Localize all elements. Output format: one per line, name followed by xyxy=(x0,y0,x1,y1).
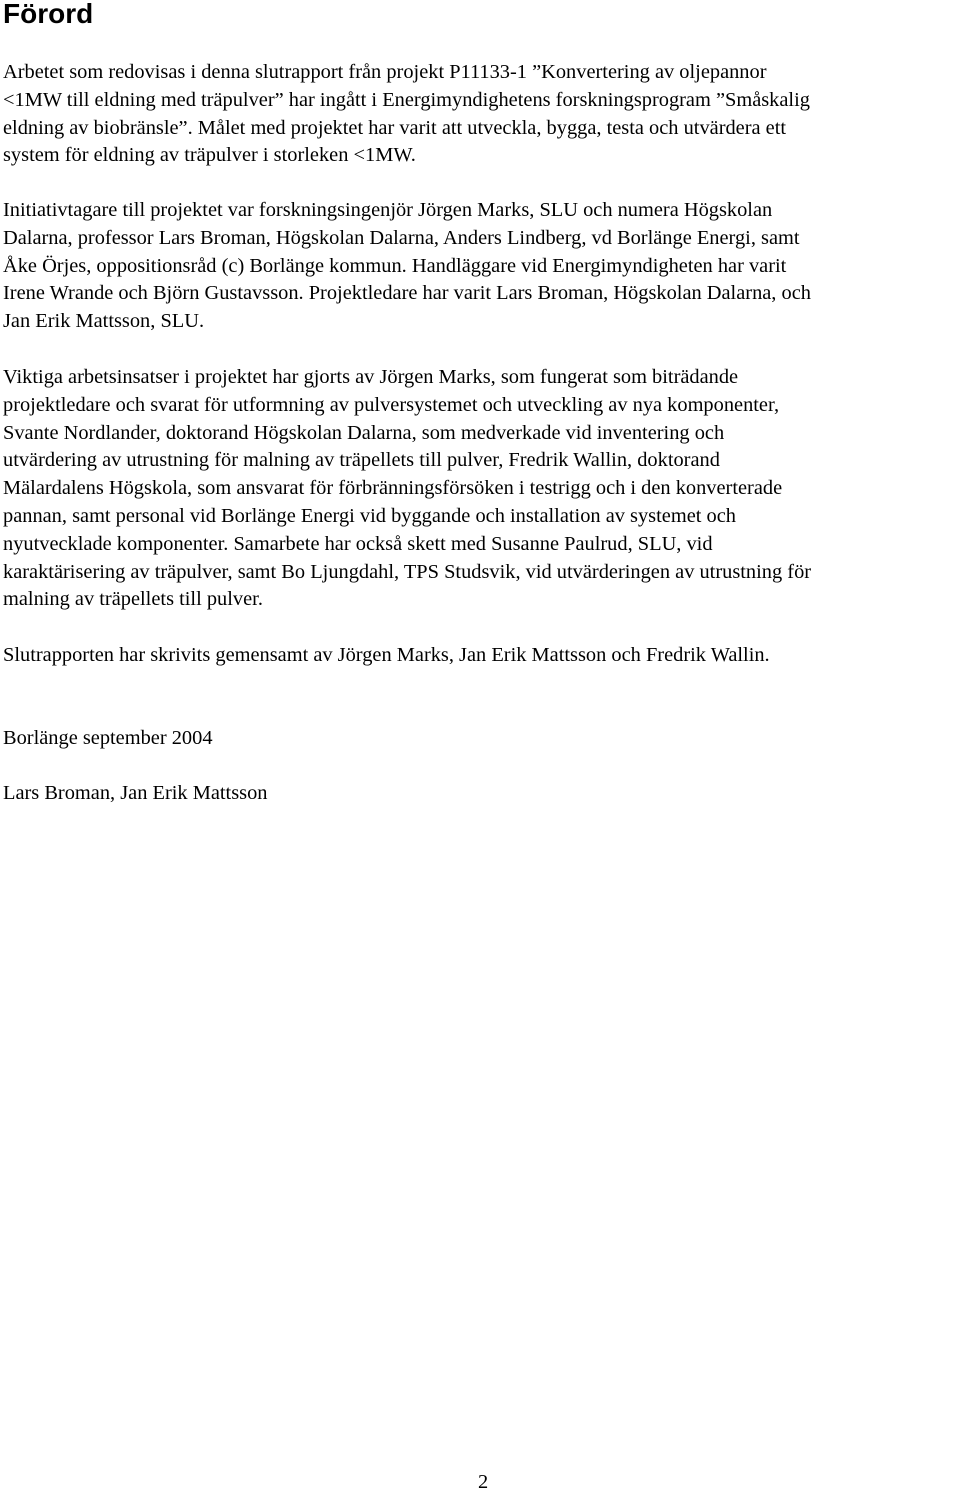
paragraph-contributions xyxy=(3,364,959,614)
text-line: system för eldning av träpulver i storleken <1MW. xyxy=(3,144,416,167)
text-line: malning av träpellets till pulver. xyxy=(3,588,263,611)
text-line: karaktärisering av träpulver, samt Bo Ljungdahl, TPS Studsvik, vid utvärderingen av utrustning för xyxy=(3,560,812,583)
text-line: Viktiga arbetsinsatser i projektet har gjorts av Jörgen Marks, som fungerat som biträdande xyxy=(3,366,739,388)
text-line: Dalarna, professor Lars Broman, Högskolan Dalarna, Anders Lindberg, vd Borlänge Energi, samt xyxy=(3,226,800,249)
text-line: eldning av biobränsle”. Målet med projektet har varit att utveckla, bygga, testa och utvärdera ett xyxy=(3,116,787,139)
text-line: Svante Nordlander, doktorand Högskolan Dalarna, som medverkade vid inventering och xyxy=(3,421,725,444)
page-title: Förord xyxy=(3,0,94,29)
text-line: projektledare och svarat för utformning av pulversystemet och utveckling av nya komponenter, xyxy=(3,393,780,416)
text-line: Mälardalens Högskola, som ansvarat för förbränningsförsöken i testrigg och i den konverterade xyxy=(3,477,783,500)
place-date: Borlänge september 2004 xyxy=(3,727,213,749)
text-line: Initiativtagare till projektet var forskningsingenjör Jörgen Marks, SLU och numera Högskolan xyxy=(3,199,773,221)
paragraph-initiators xyxy=(3,197,959,336)
paragraph-authors: Slutrapporten har skrivits gemensamt av Jörgen Marks, Jan Erik Mattsson och Fredrik Wallin. xyxy=(3,644,770,666)
text-line: pannan, samt personal vid Borlänge Energi vid byggande och installation av systemet och xyxy=(3,504,736,527)
paragraph-project-intro xyxy=(3,59,959,170)
text-line: nyutvecklade komponenter. Samarbete har också skett med Susanne Paulrud, SLU, vid xyxy=(3,532,713,555)
text-line: utvärdering av utrustning för malning av träpellets till pulver, Fredrik Wallin, doktorand xyxy=(3,449,720,472)
page-number: 2 xyxy=(478,1471,489,1493)
signatories: Lars Broman, Jan Erik Mattsson xyxy=(3,782,268,804)
text-line: Åke Örjes, oppositionsråd (c) Borlänge kommun. Handläggare vid Energimyndigheten har varit xyxy=(3,254,787,277)
text-line: Jan Erik Mattsson, SLU. xyxy=(3,310,205,333)
text-line: Irene Wrande och Björn Gustavsson. Projektledare har varit Lars Broman, Högskolan Dalarna, och xyxy=(3,282,811,305)
text-line: <1MW till eldning med träpulver” har ingått i Energimyndighetens forskningsprogram ”Småskalig xyxy=(3,88,810,111)
text-line: Arbetet som redovisas i denna slutrapport från projekt P11133-1 ”Konvertering av oljepannor xyxy=(3,61,767,83)
